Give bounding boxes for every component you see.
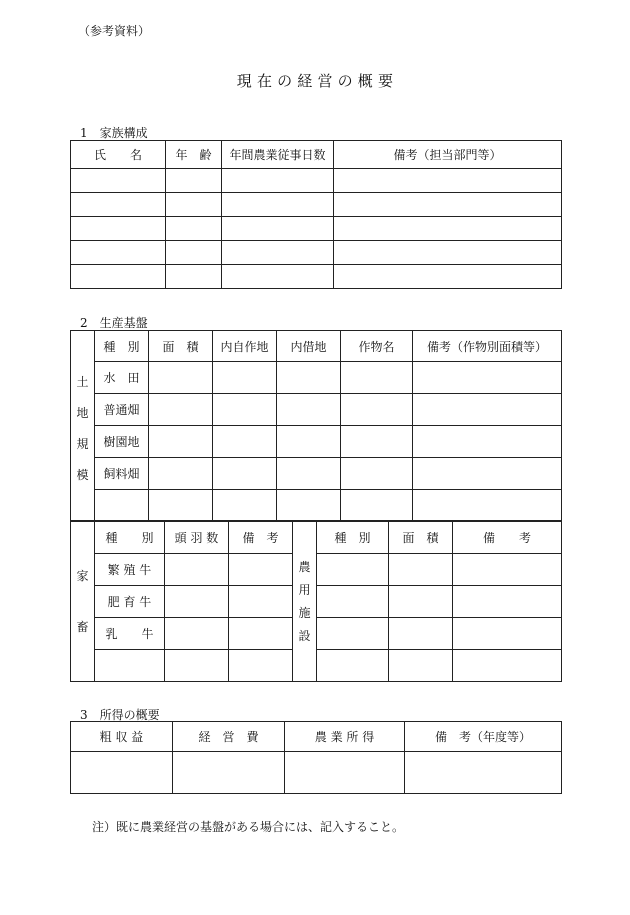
- col-facility-remarks: 備 考: [453, 521, 562, 554]
- group-char: 地: [76, 406, 89, 420]
- group-char: 農: [298, 560, 311, 574]
- table-row: [71, 458, 562, 490]
- table-row: [71, 554, 562, 586]
- table-row: [71, 362, 562, 394]
- col-livestock-remarks: 備 考: [229, 521, 293, 554]
- col-facility-type: 種 別: [317, 521, 389, 554]
- col-area: 面 積: [149, 331, 213, 362]
- group-char: 畜: [76, 620, 89, 634]
- row-label: 水 田: [95, 362, 149, 394]
- table-row: [71, 490, 562, 522]
- table-row: [71, 426, 562, 458]
- livestock-facility-table: [70, 520, 562, 682]
- table-row: [71, 752, 562, 794]
- table-row: [71, 169, 562, 193]
- table-row: [71, 241, 562, 265]
- group-char: 施: [298, 606, 311, 620]
- col-owned: 内自作地: [213, 331, 277, 362]
- reference-label: （参考資料）: [78, 24, 151, 38]
- page-title: 現 在 の 経 営 の 概 要: [236, 72, 394, 90]
- footnote: 注）既に農業経営の基盤がある場合には、記入すること。: [92, 820, 405, 834]
- col-livestock-type: 種 別: [95, 521, 165, 554]
- table-row: [71, 618, 562, 650]
- table-row: [71, 394, 562, 426]
- row-label: 飼料畑: [95, 458, 149, 490]
- col-head-count: 頭 羽 数: [165, 521, 229, 554]
- section2-heading: 2 生産基盤: [80, 316, 148, 330]
- row-label: 繁 殖 牛: [95, 554, 165, 586]
- row-label: [95, 650, 165, 682]
- col-age: 年 齢: [166, 141, 222, 169]
- row-label: 樹園地: [95, 426, 149, 458]
- group-char: 模: [76, 468, 89, 482]
- col-remarks: 備 考（年度等）: [405, 722, 562, 752]
- table-row: [71, 265, 562, 289]
- group-char: 規: [76, 437, 89, 451]
- row-label: 肥 育 牛: [95, 586, 165, 618]
- group-char: 土: [76, 375, 89, 389]
- col-crop: 作物名: [341, 331, 413, 362]
- land-table: [70, 330, 562, 522]
- row-label: 普通畑: [95, 394, 149, 426]
- table-row: [71, 586, 562, 618]
- livestock-group-label: [71, 521, 95, 682]
- col-gross-revenue: 粗 収 益: [71, 722, 173, 752]
- col-type: 種 別: [95, 331, 149, 362]
- group-char: 用: [298, 583, 311, 597]
- col-farm-income: 農 業 所 得: [285, 722, 405, 752]
- table-row: [71, 193, 562, 217]
- table-row: [71, 217, 562, 241]
- col-remarks: 備考（担当部門等）: [334, 141, 562, 169]
- group-char: 設: [298, 629, 311, 643]
- col-name: 氏 名: [71, 141, 166, 169]
- col-operating-cost: 経 営 費: [173, 722, 285, 752]
- col-workdays: 年間農業従事日数: [222, 141, 334, 169]
- col-facility-area: 面 積: [389, 521, 453, 554]
- col-leased: 内借地: [277, 331, 341, 362]
- row-label: [95, 490, 149, 522]
- section3-heading: 3 所得の概要: [80, 708, 160, 722]
- table-row: [71, 650, 562, 682]
- group-char: 家: [76, 569, 89, 583]
- col-remarks: 備考（作物別面積等）: [413, 331, 562, 362]
- row-label: 乳 牛: [95, 618, 165, 650]
- facility-group-label: [293, 521, 317, 682]
- section1-heading: 1 家族構成: [80, 126, 148, 140]
- land-group-label: [71, 331, 95, 522]
- income-table: [70, 721, 562, 794]
- family-table: [70, 140, 562, 289]
